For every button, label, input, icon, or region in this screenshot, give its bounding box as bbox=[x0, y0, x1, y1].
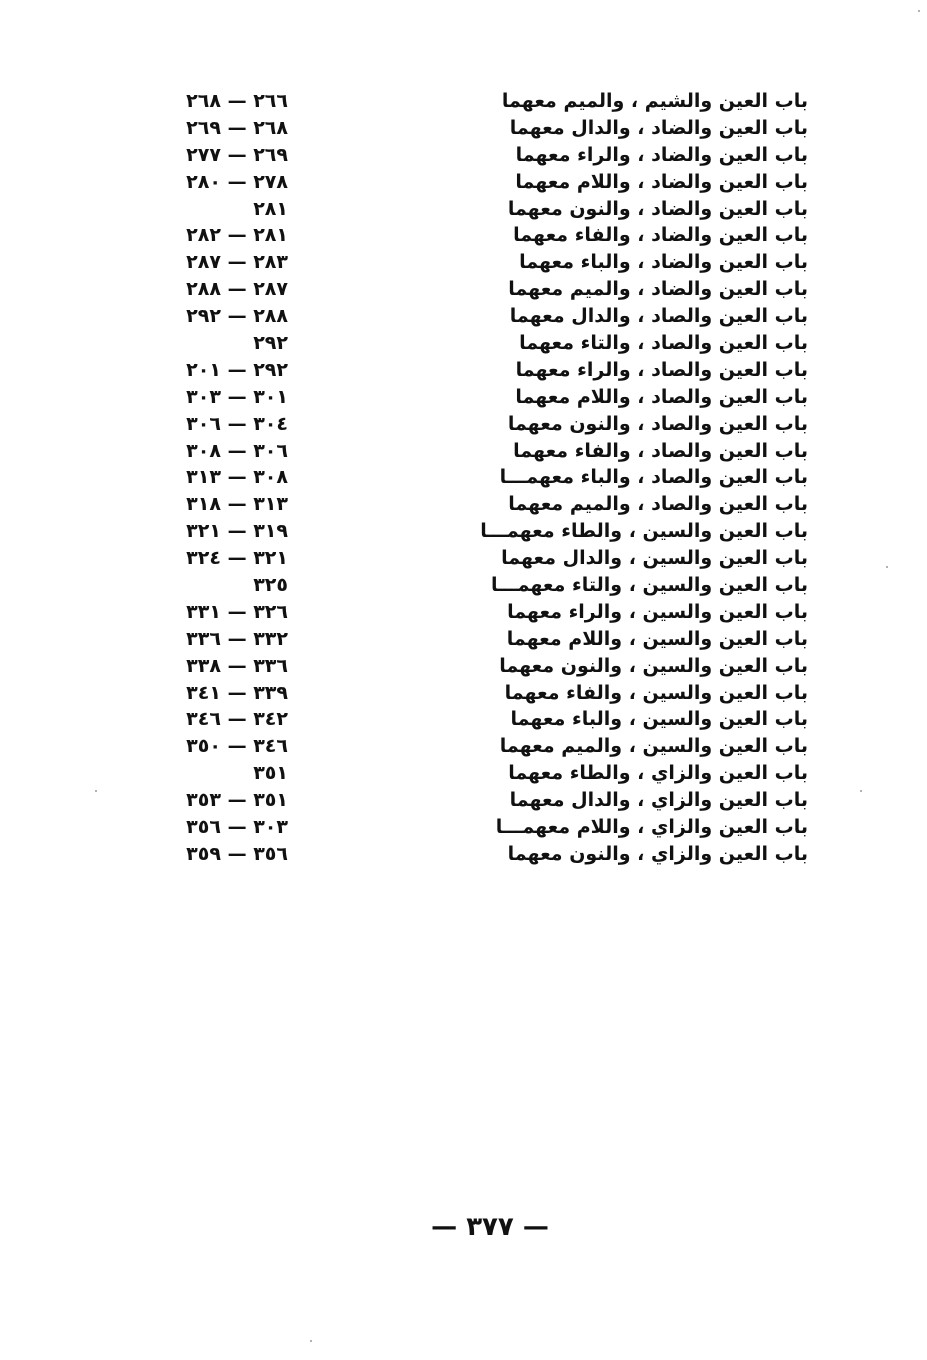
page-speck bbox=[886, 566, 888, 568]
toc-entry bbox=[160, 464, 808, 491]
toc-entry-pages: ٢٦٩ — ٢٧٧ bbox=[186, 143, 288, 166]
toc-entry-pages: ٣١٩ — ٣٢١ bbox=[186, 520, 288, 543]
toc-entry-pages: ٣٥٦ — ٣٥٩ bbox=[186, 842, 288, 865]
toc-entry-pages: ٣٤٢ — ٣٤٦ bbox=[186, 708, 288, 731]
toc-entry bbox=[160, 491, 808, 518]
toc-entry-pages: ٣٠٤ — ٣٠٦ bbox=[186, 412, 288, 435]
toc-entry-title: باب العين والسين ، والميم معهما bbox=[499, 735, 808, 758]
toc-entry-title: باب العين والسين ، والفاء معهما bbox=[504, 681, 808, 704]
toc-entry-title: باب العين والسين ، والراء معهما bbox=[507, 600, 808, 623]
toc-entry-title: باب العين والصاد ، والميم معهما bbox=[508, 493, 808, 516]
toc-entry-pages: ٣٣٩ — ٣٤١ bbox=[186, 681, 288, 704]
toc-entry bbox=[160, 384, 808, 411]
toc-entry bbox=[160, 303, 808, 330]
toc-entry-pages: ٢٨٨ — ٢٩٢ bbox=[186, 305, 288, 328]
toc-entry-title: باب العين والضاد ، والباء معهما bbox=[519, 251, 808, 274]
page-speck bbox=[310, 1340, 312, 1342]
toc-entry-title: باب العين والزاي ، والدال معهما bbox=[509, 789, 808, 812]
toc-entry bbox=[160, 706, 808, 733]
toc-entry bbox=[160, 572, 808, 599]
toc-entry-title: باب العين والصاد ، واللام معهما bbox=[515, 385, 808, 408]
toc-entry-title: باب العين والصاد ، والباء معهمـــا bbox=[499, 466, 808, 489]
toc-entry-pages: ٢٨١ bbox=[253, 197, 288, 220]
toc-entry-pages: ٢٨١ — ٢٨٢ bbox=[186, 224, 288, 247]
toc-entry-pages: ٣٥١ bbox=[253, 762, 288, 785]
toc-entry bbox=[160, 680, 808, 707]
toc-entry-pages: ٣٢٦ — ٣٣١ bbox=[186, 600, 288, 623]
toc-entry bbox=[160, 599, 808, 626]
toc-entry bbox=[160, 276, 808, 303]
toc-entry bbox=[160, 438, 808, 465]
toc-entry-title: باب العين والضاد ، واللام معهما bbox=[515, 170, 808, 193]
toc-entry-title: باب العين والصاد ، والدال معهما bbox=[509, 305, 808, 328]
toc-entry bbox=[160, 115, 808, 142]
toc-entry-title: باب العين والضاد ، والراء معهما bbox=[515, 143, 808, 166]
toc-entry-pages: ٣٠٨ — ٣١٣ bbox=[186, 466, 288, 489]
toc-entry-title: باب العين والصاد ، والفاء معهما bbox=[513, 439, 808, 462]
toc-entry bbox=[160, 222, 808, 249]
toc-entry-title: باب العين والسين ، والطاء معهمـــا bbox=[480, 520, 808, 543]
toc-entry-pages: ٣٠١ — ٣٠٣ bbox=[186, 385, 288, 408]
toc-entry-pages: ٣٥١ — ٣٥٣ bbox=[186, 789, 288, 812]
toc-entry bbox=[160, 787, 808, 814]
toc-entry-title: باب العين والضاد ، والميم معهما bbox=[508, 278, 808, 301]
toc-entry bbox=[160, 733, 808, 760]
toc-entry-pages: ٣٠٦ — ٣٠٨ bbox=[186, 439, 288, 462]
toc-entry-pages: ٣٠٣ — ٣٥٦ bbox=[186, 816, 288, 839]
toc-entry-pages: ٢٧٨ — ٢٨٠ bbox=[186, 170, 288, 193]
page-number: — ٣٧٧ — bbox=[431, 1212, 549, 1242]
toc-entry bbox=[160, 330, 808, 357]
toc-entry-title: باب العين والسين ، والتاء معهمـــا bbox=[491, 574, 808, 597]
toc-entry-title: باب العين والشيم ، والميم معهما bbox=[501, 90, 808, 112]
toc-entry-title: باب العين والسين ، والنون معهما bbox=[499, 654, 808, 677]
page-speck bbox=[860, 790, 862, 792]
toc-entry bbox=[160, 814, 808, 841]
toc-entry-pages: ٣٣٦ — ٣٣٨ bbox=[186, 654, 288, 677]
toc-entry bbox=[160, 760, 808, 787]
toc-entry-title: باب العين والسين ، واللام معهما bbox=[506, 627, 808, 650]
toc-entry-title: باب العين والصاد ، والتاء معهما bbox=[519, 332, 808, 355]
page-speck bbox=[95, 790, 97, 792]
toc-entry bbox=[160, 411, 808, 438]
toc-entry-pages: ٢٩٢ — ٢٠١ bbox=[186, 358, 288, 381]
toc-entry bbox=[160, 653, 808, 680]
toc-entry-pages: ٣٢١ — ٣٢٤ bbox=[186, 547, 288, 570]
toc-entry-pages: ٢٨٧ — ٢٨٨ bbox=[186, 278, 288, 301]
toc-entry-title: باب العين والصاد ، والراء معهما bbox=[515, 358, 808, 381]
toc-entry bbox=[160, 545, 808, 572]
toc-entry-pages: ٣١٣ — ٣١٨ bbox=[186, 493, 288, 516]
toc-entry-pages: ٣٢٥ bbox=[253, 574, 288, 597]
toc-entry bbox=[160, 88, 808, 115]
toc-entry-pages: ٢٩٢ bbox=[253, 332, 288, 355]
toc-entry-title: باب العين والضاد ، والدال معهما bbox=[509, 116, 808, 139]
page-speck bbox=[918, 10, 920, 12]
toc-entry-title: باب العين والزاي ، والطاء معهما bbox=[508, 762, 808, 785]
toc-entry-title: باب العين والسين ، والباء معهما bbox=[510, 708, 808, 731]
toc-entry bbox=[160, 841, 808, 868]
toc-entry-title: باب العين والزاي ، واللام معهمـــا bbox=[495, 816, 808, 839]
toc-entry bbox=[160, 357, 808, 384]
toc-entry-pages: ٣٤٦ — ٣٥٠ bbox=[186, 735, 288, 758]
toc-entry bbox=[160, 196, 808, 223]
toc-entry-title: باب العين والسين ، والدال معهما bbox=[501, 547, 808, 570]
toc-entry bbox=[160, 518, 808, 545]
toc-entry-title: باب العين والزاي ، والنون معهما bbox=[507, 842, 808, 865]
toc-entry bbox=[160, 249, 808, 276]
toc-entry-pages: ٢٦٦ — ٢٦٨ bbox=[186, 90, 288, 112]
table-of-contents bbox=[160, 88, 808, 868]
toc-entry bbox=[160, 169, 808, 196]
toc-entry bbox=[160, 142, 808, 169]
toc-entry-pages: ٣٣٢ — ٣٣٦ bbox=[186, 627, 288, 650]
toc-entry-title: باب العين والصاد ، والنون معهما bbox=[507, 412, 808, 435]
toc-entry-pages: ٢٨٣ — ٢٨٧ bbox=[186, 251, 288, 274]
toc-entry-title: باب العين والضاد ، والنون معهما bbox=[507, 197, 808, 220]
toc-entry-pages: ٢٦٨ — ٢٦٩ bbox=[186, 116, 288, 139]
toc-entry bbox=[160, 626, 808, 653]
toc-entry-title: باب العين والضاد ، والفاء معهما bbox=[513, 224, 808, 247]
